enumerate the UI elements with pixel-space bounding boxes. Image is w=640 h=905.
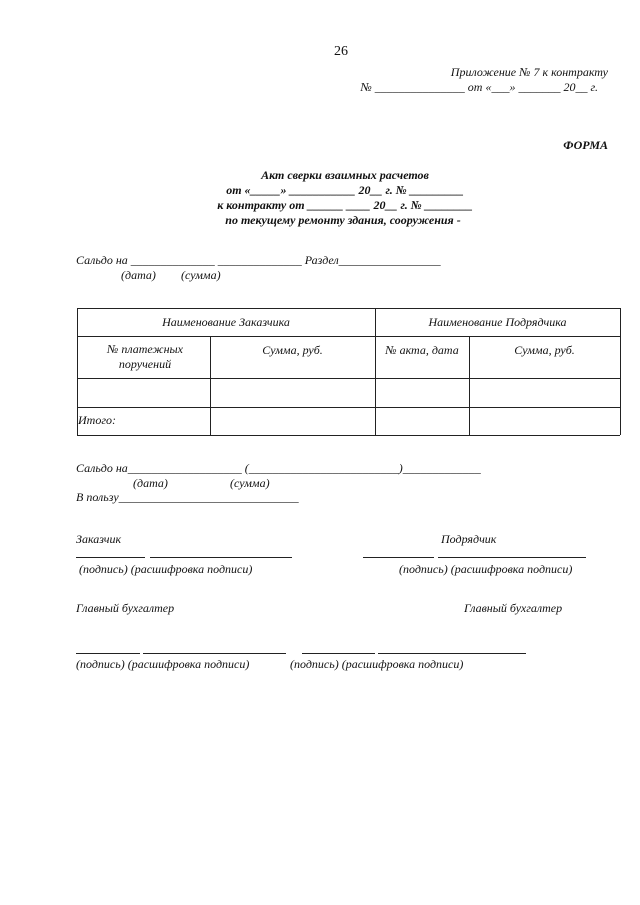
chief-accountant-right-caption: (подпись) (расшифровка подписи): [290, 657, 464, 671]
act-title: Акт сверки взаимных расчетов: [261, 168, 429, 182]
contractor-label: Подрядчик: [441, 532, 497, 546]
saldo-top-sum-caption: (сумма): [181, 268, 221, 282]
in-favor-line: В пользу______________________________: [76, 490, 299, 504]
act-contract-ref: к контракту от ______ ____ 20__ г. № ________: [217, 198, 473, 212]
chief-accountant-right-label: Главный бухгалтер: [464, 601, 563, 615]
contractor-sum-header: Сумма, руб.: [514, 343, 575, 357]
customer-signature-caption: (подпись) (расшифровка подписи): [79, 562, 253, 576]
contractor-signature-caption: (подпись) (расшифровка подписи): [399, 562, 573, 576]
page-number: 26: [334, 44, 348, 59]
act-subject: по текущему ремонту здания, сооружения -: [225, 213, 461, 227]
chief-accountant-left-label: Главный бухгалтер: [76, 601, 175, 615]
saldo-bottom-sum-caption: (сумма): [230, 476, 270, 490]
act-date-number: от «_____» ___________ 20__ г. № _________: [226, 183, 464, 197]
customer-sum-header: Сумма, руб.: [262, 343, 323, 357]
customer-label: Заказчик: [76, 532, 122, 546]
saldo-top-date-caption: (дата): [121, 268, 156, 282]
appendix-contract-number: № _______________ от «___» _______ 20__ г.: [360, 80, 598, 94]
chief-accountant-left-caption: (подпись) (расшифровка подписи): [76, 657, 250, 671]
saldo-bottom-line: Сальдо на___________________ (_________________________)_____________: [76, 461, 481, 475]
appendix-title: Приложение № 7 к контракту: [450, 65, 608, 79]
total-label: Итого:: [78, 413, 117, 427]
payment-orders-header: № платежных поручений: [107, 342, 183, 371]
customer-header: Наименование Заказчика: [162, 315, 290, 329]
form-label: ФОРМА: [563, 138, 608, 152]
saldo-top-line: Сальдо на ______________ ______________ Раздел_________________: [76, 253, 441, 267]
saldo-bottom-date-caption: (дата): [133, 476, 168, 490]
act-number-date-header: № акта, дата: [385, 343, 459, 357]
contractor-header: Наименование Подрядчика: [428, 315, 567, 329]
